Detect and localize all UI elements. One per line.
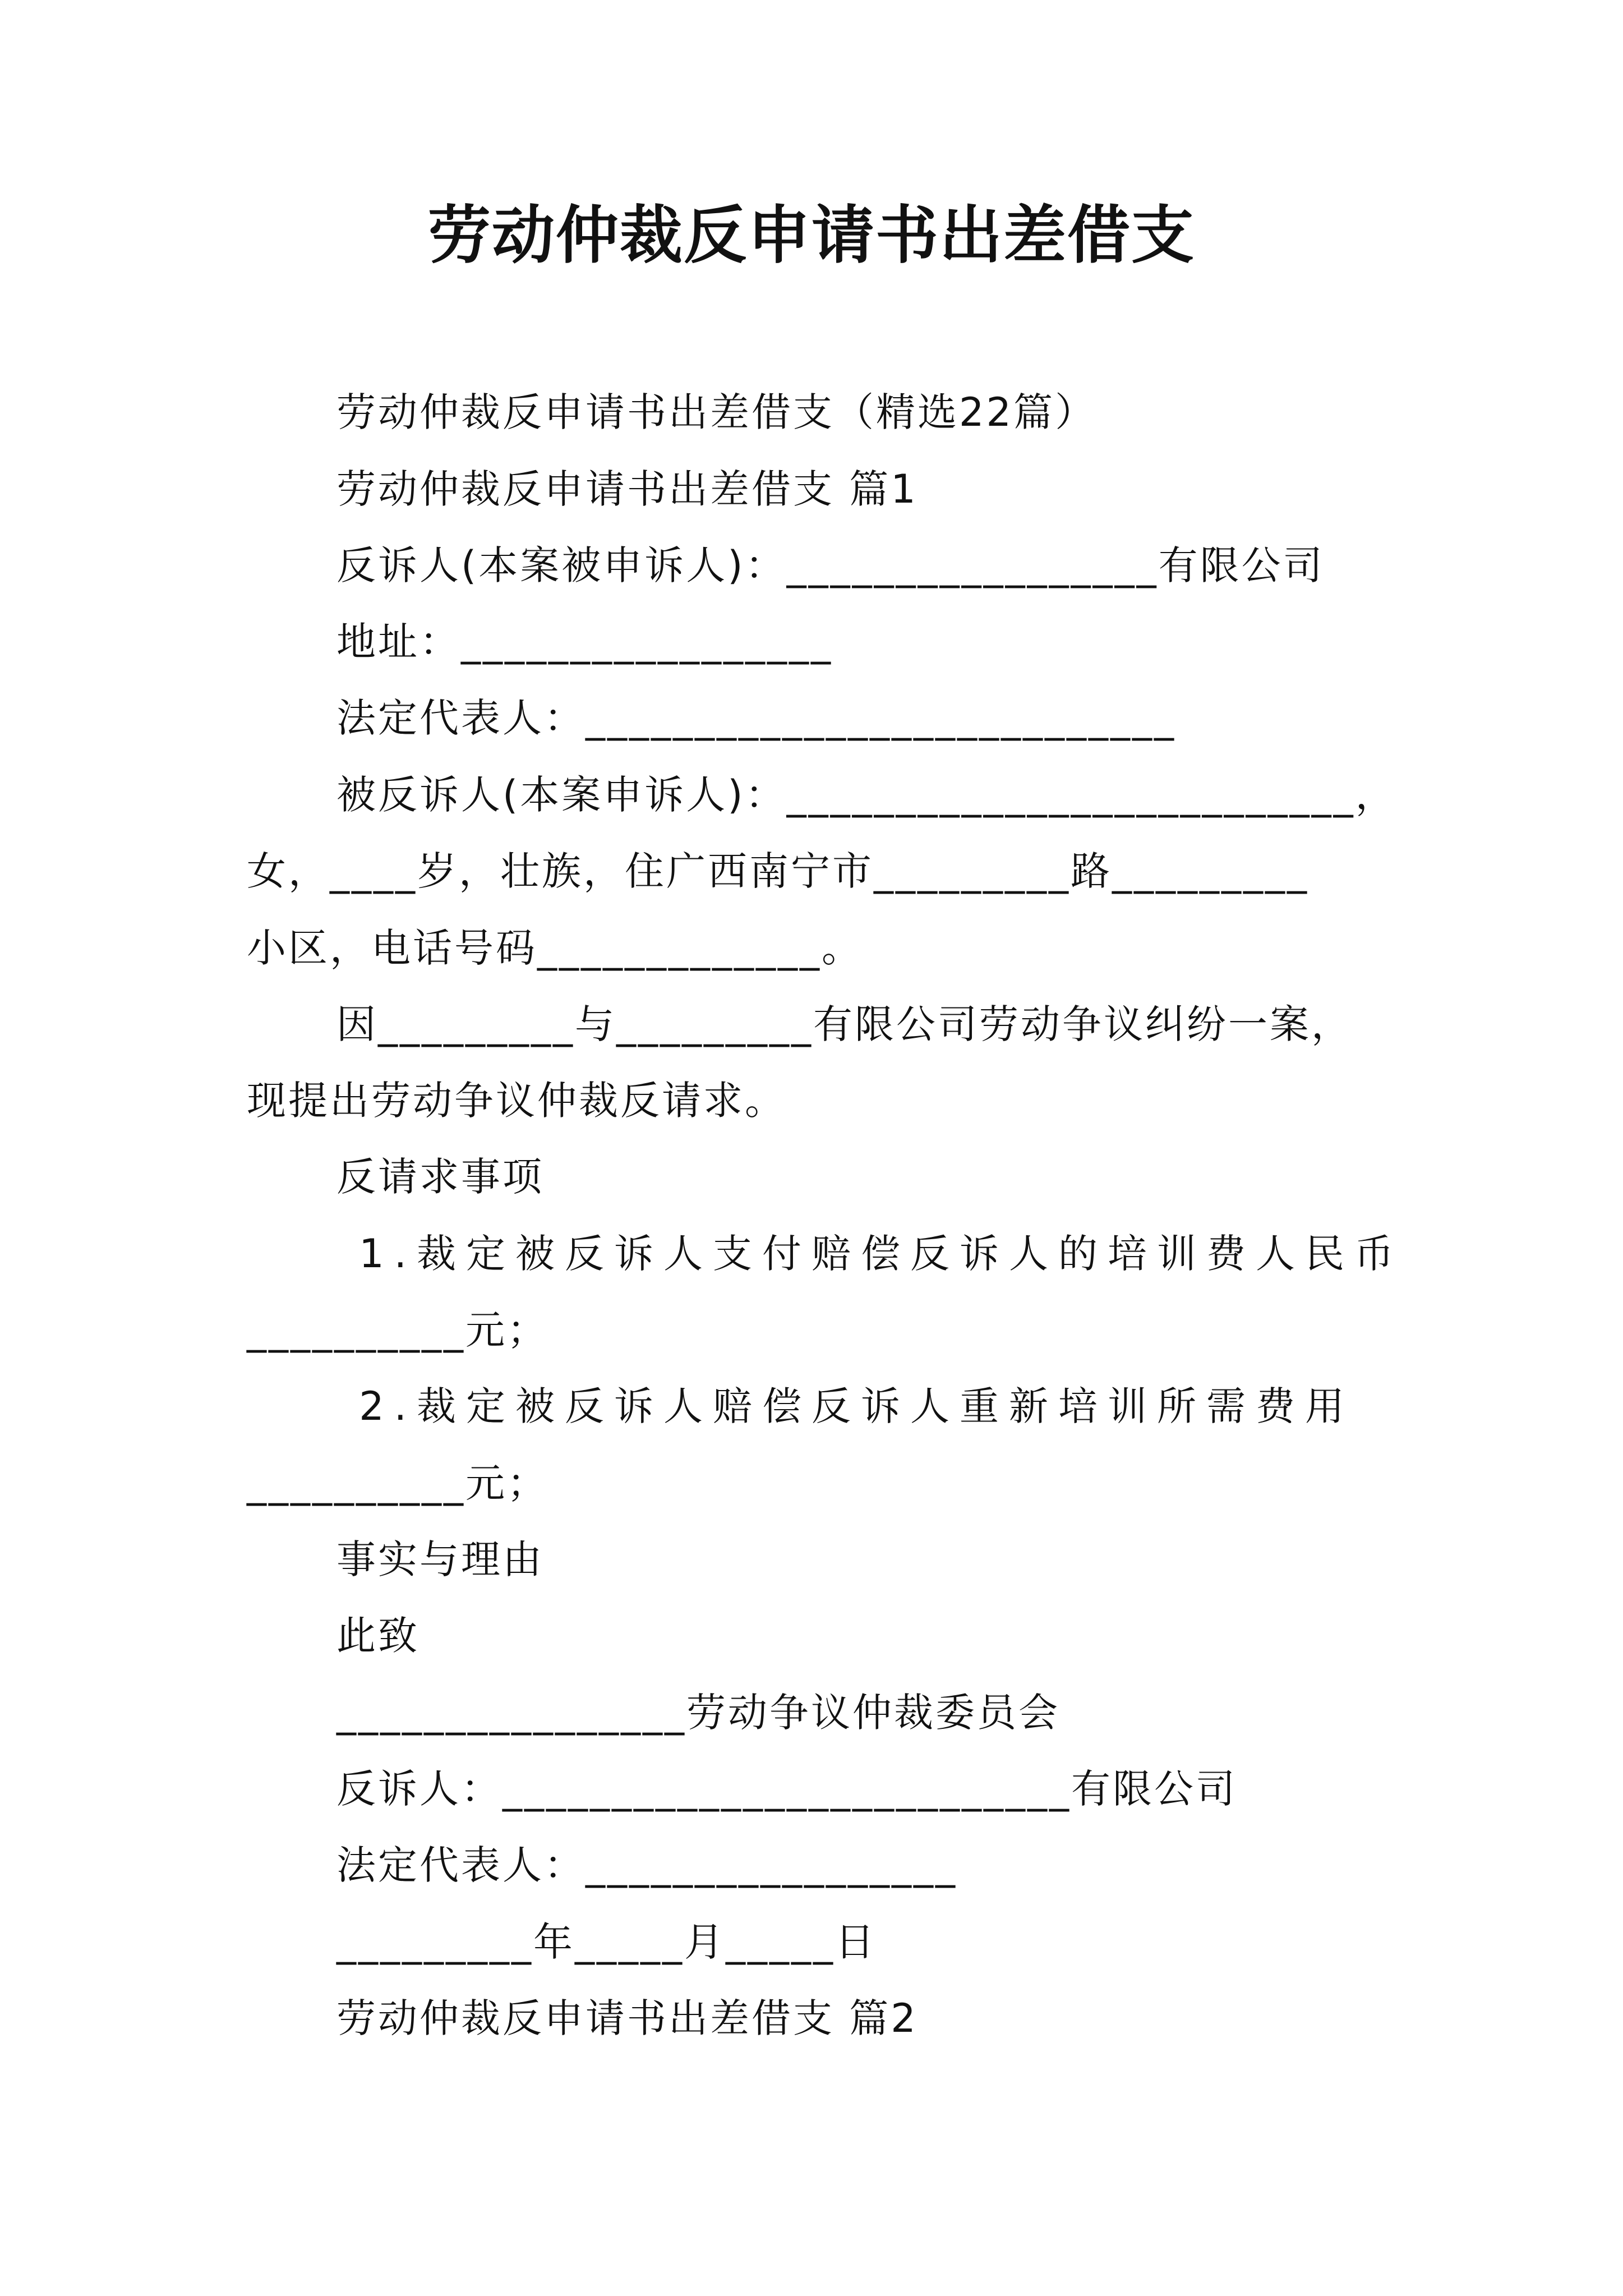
claim-item-1-amount: __________元；: [247, 1307, 548, 1353]
case-statement-line: 因_________与_________有限公司劳动争议纠纷一案，: [336, 1001, 1353, 1047]
respondent-line: 被反诉人(本案申诉人)：__________________________，: [336, 772, 1397, 818]
counterclaimant-line: 反诉人(本案被申诉人)：_________________有限公司: [336, 542, 1325, 588]
salutation-line: 此致: [336, 1613, 419, 1659]
date-line: _________年_____月_____日: [336, 1919, 877, 1965]
respondent-details-line: 女，____岁，壮族，住广西南宁市_________路_________: [247, 848, 1309, 894]
claims-heading: 反请求事项: [336, 1154, 544, 1200]
document-title: 劳动仲裁反申请书出差借支: [428, 199, 1195, 272]
case-statement-continued: 现提出劳动争议仲裁反请求。: [247, 1078, 786, 1124]
claim-item-2-amount: __________元；: [247, 1460, 548, 1506]
committee-line: ________________劳动争议仲裁委员会: [336, 1690, 1060, 1736]
claim-item-1: 1.裁定被反诉人支付赔偿反诉人的培训费人民币: [336, 1231, 1404, 1277]
next-section-heading: 劳动仲裁反申请书出差借支 篇2: [336, 1995, 918, 2041]
subtitle-line: 劳动仲裁反申请书出差借支（精选22篇）: [336, 389, 1097, 435]
claim-item-2: 2.裁定被反诉人赔偿反诉人重新培训所需费用: [336, 1383, 1355, 1429]
section-heading: 劳动仲裁反申请书出差借支 篇1: [336, 466, 918, 512]
signature-representative: 法定代表人：_________________: [336, 1842, 957, 1888]
address-line: 地址：_________________: [336, 619, 833, 665]
phone-line: 小区，电话号码_____________。: [247, 925, 863, 971]
facts-heading: 事实与理由: [336, 1536, 544, 1582]
signature-counterclaimant: 反诉人：__________________________有限公司: [336, 1766, 1237, 1812]
legal-representative-line: 法定代表人：___________________________: [336, 695, 1176, 741]
